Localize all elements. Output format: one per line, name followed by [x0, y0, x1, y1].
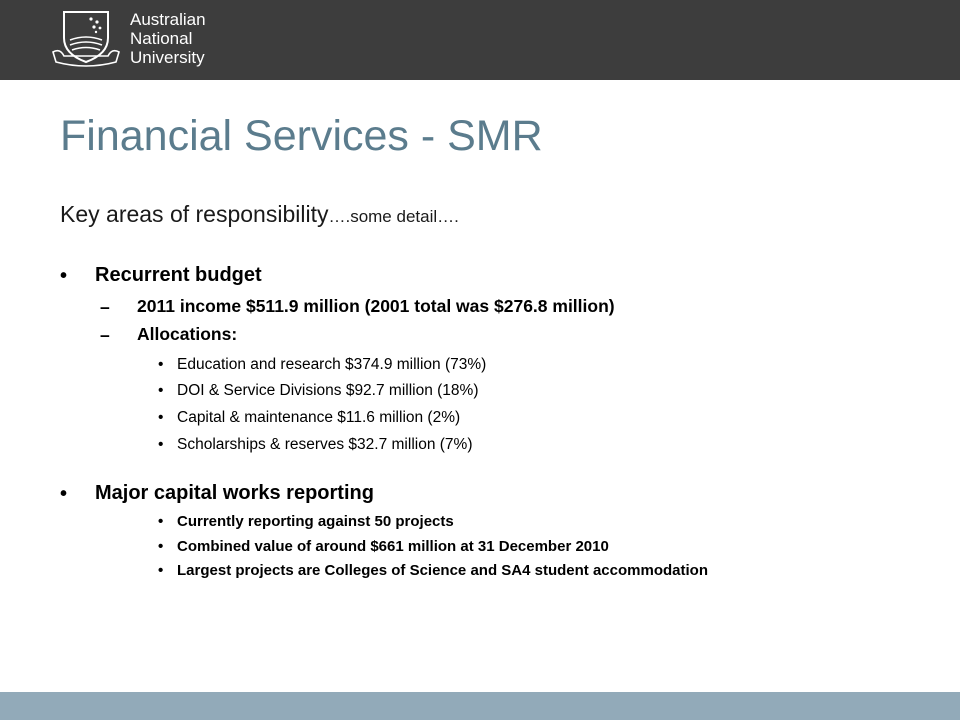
list-item: DOI & Service Divisions $92.7 million (18%) — [177, 382, 479, 399]
bullet-marker: • — [158, 513, 164, 530]
bullet-marker: • — [158, 436, 164, 453]
footer-band — [0, 692, 960, 720]
slide-title: Financial Services - SMR — [60, 112, 543, 160]
section-heading: Recurrent budget — [95, 264, 262, 286]
sub-item: Allocations: — [137, 324, 238, 344]
brand-line: Australian — [130, 10, 206, 29]
list-item: Scholarships & reserves $32.7 million (7%) — [177, 436, 473, 453]
bullet-marker: • — [158, 409, 164, 426]
intro-line — [60, 201, 459, 228]
list-item: Education and research $374.9 million (73%) — [177, 356, 487, 373]
list-item: Capital & maintenance $11.6 million (2%) — [177, 409, 461, 426]
bullet-marker: • — [158, 356, 164, 373]
list-item: Largest projects are Colleges of Science and SA4 student accommodation — [177, 562, 708, 579]
bullet-marker: • — [60, 483, 68, 505]
brand-line: National — [130, 29, 193, 48]
list-item: Currently reporting against 50 projects — [177, 513, 454, 530]
sub-item: 2011 income $511.9 million (2001 total was $276.8 million) — [137, 296, 615, 316]
header-band — [0, 0, 960, 80]
list-item: Combined value of around $661 million at 31 December 2010 — [177, 538, 609, 555]
bullet-marker: • — [158, 562, 164, 579]
bullet-marker: • — [158, 382, 164, 399]
anu-crest-logo — [50, 8, 122, 70]
intro-main: Key areas of responsibility — [60, 201, 329, 227]
section-heading: Major capital works reporting — [95, 482, 374, 504]
intro-detail: ….some detail…. — [328, 207, 459, 226]
bullet-marker: • — [60, 265, 68, 287]
brand-name — [130, 10, 206, 67]
brand-line: University — [130, 48, 205, 67]
bullet-marker: • — [158, 538, 164, 555]
dash-marker: – — [100, 297, 110, 317]
dash-marker: – — [100, 325, 110, 345]
